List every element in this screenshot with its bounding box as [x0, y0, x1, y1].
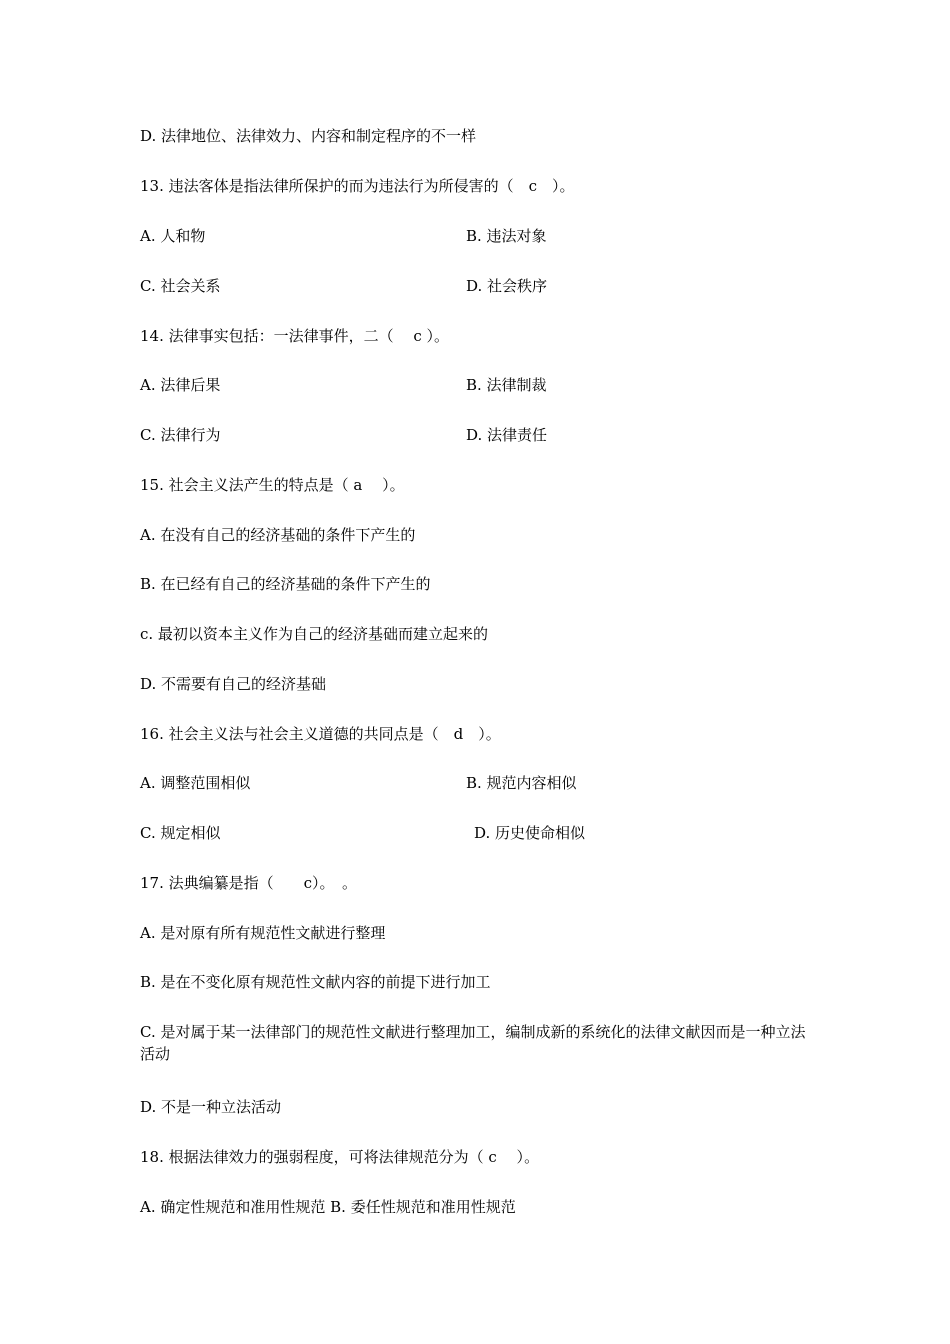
question-13: 13. 违法客体是指法律所保护的而为违法行为所侵害的（ c ）。: [140, 177, 575, 195]
question-14: 14. 法律事实包括：一法律事件，二（ c ）。: [140, 327, 450, 345]
option-17-d: D. 不是一种立法活动: [140, 1098, 282, 1116]
option-15-b: B. 在已经有自己的经济基础的条件下产生的: [140, 575, 431, 593]
question-17: 17. 法典编纂是指（ c）。 。: [140, 874, 358, 892]
option-15-d: D. 不需要有自己的经济基础: [140, 675, 327, 693]
option-16-d: D. 历史使命相似: [474, 824, 586, 842]
option-14-d: D. 法律责任: [466, 426, 548, 444]
option-13-b: B. 违法对象: [466, 227, 547, 245]
option-16-a: A. 调整范围相似: [140, 774, 251, 792]
option-14-c: C. 法律行为: [140, 426, 221, 444]
option-14-a: A. 法律后果: [140, 376, 221, 394]
option-13-a: A. 人和物: [140, 227, 206, 245]
option-17-b: B. 是在不变化原有规范性文献内容的前提下进行加工: [140, 973, 491, 991]
question-15: 15. 社会主义法产生的特点是（ a ）。: [140, 476, 405, 494]
option-16-b: B. 规范内容相似: [466, 774, 577, 792]
option-14-b: B. 法律制裁: [466, 376, 547, 394]
option-16-c: C. 规定相似: [140, 824, 221, 842]
option-13-d: D. 社会秩序: [466, 277, 548, 295]
option-17-c: C. 是对属于某一法律部门的规范性文献进行整理加工，编制成新的系统化的法律文献因而是一种立法活动: [140, 1023, 806, 1063]
question-16: 16. 社会主义法与社会主义道德的共同点是（ d ）。: [140, 725, 501, 743]
question-18: 18. 根据法律效力的强弱程度，可将法律规范分为（ c ）。: [140, 1148, 540, 1166]
option-12-d: D. 法律地位、法律效力、内容和制定程序的不一样: [140, 127, 477, 145]
option-17-a: A. 是对原有所有规范性文献进行整理: [140, 924, 386, 942]
option-18-ab: A. 确定性规范和准用性规范 B. 委任性规范和准用性规范: [140, 1198, 516, 1216]
option-15-a: A. 在没有自己的经济基础的条件下产生的: [140, 526, 416, 544]
option-15-c: c. 最初以资本主义作为自己的经济基础而建立起来的: [140, 625, 488, 643]
option-13-c: C. 社会关系: [140, 277, 221, 295]
